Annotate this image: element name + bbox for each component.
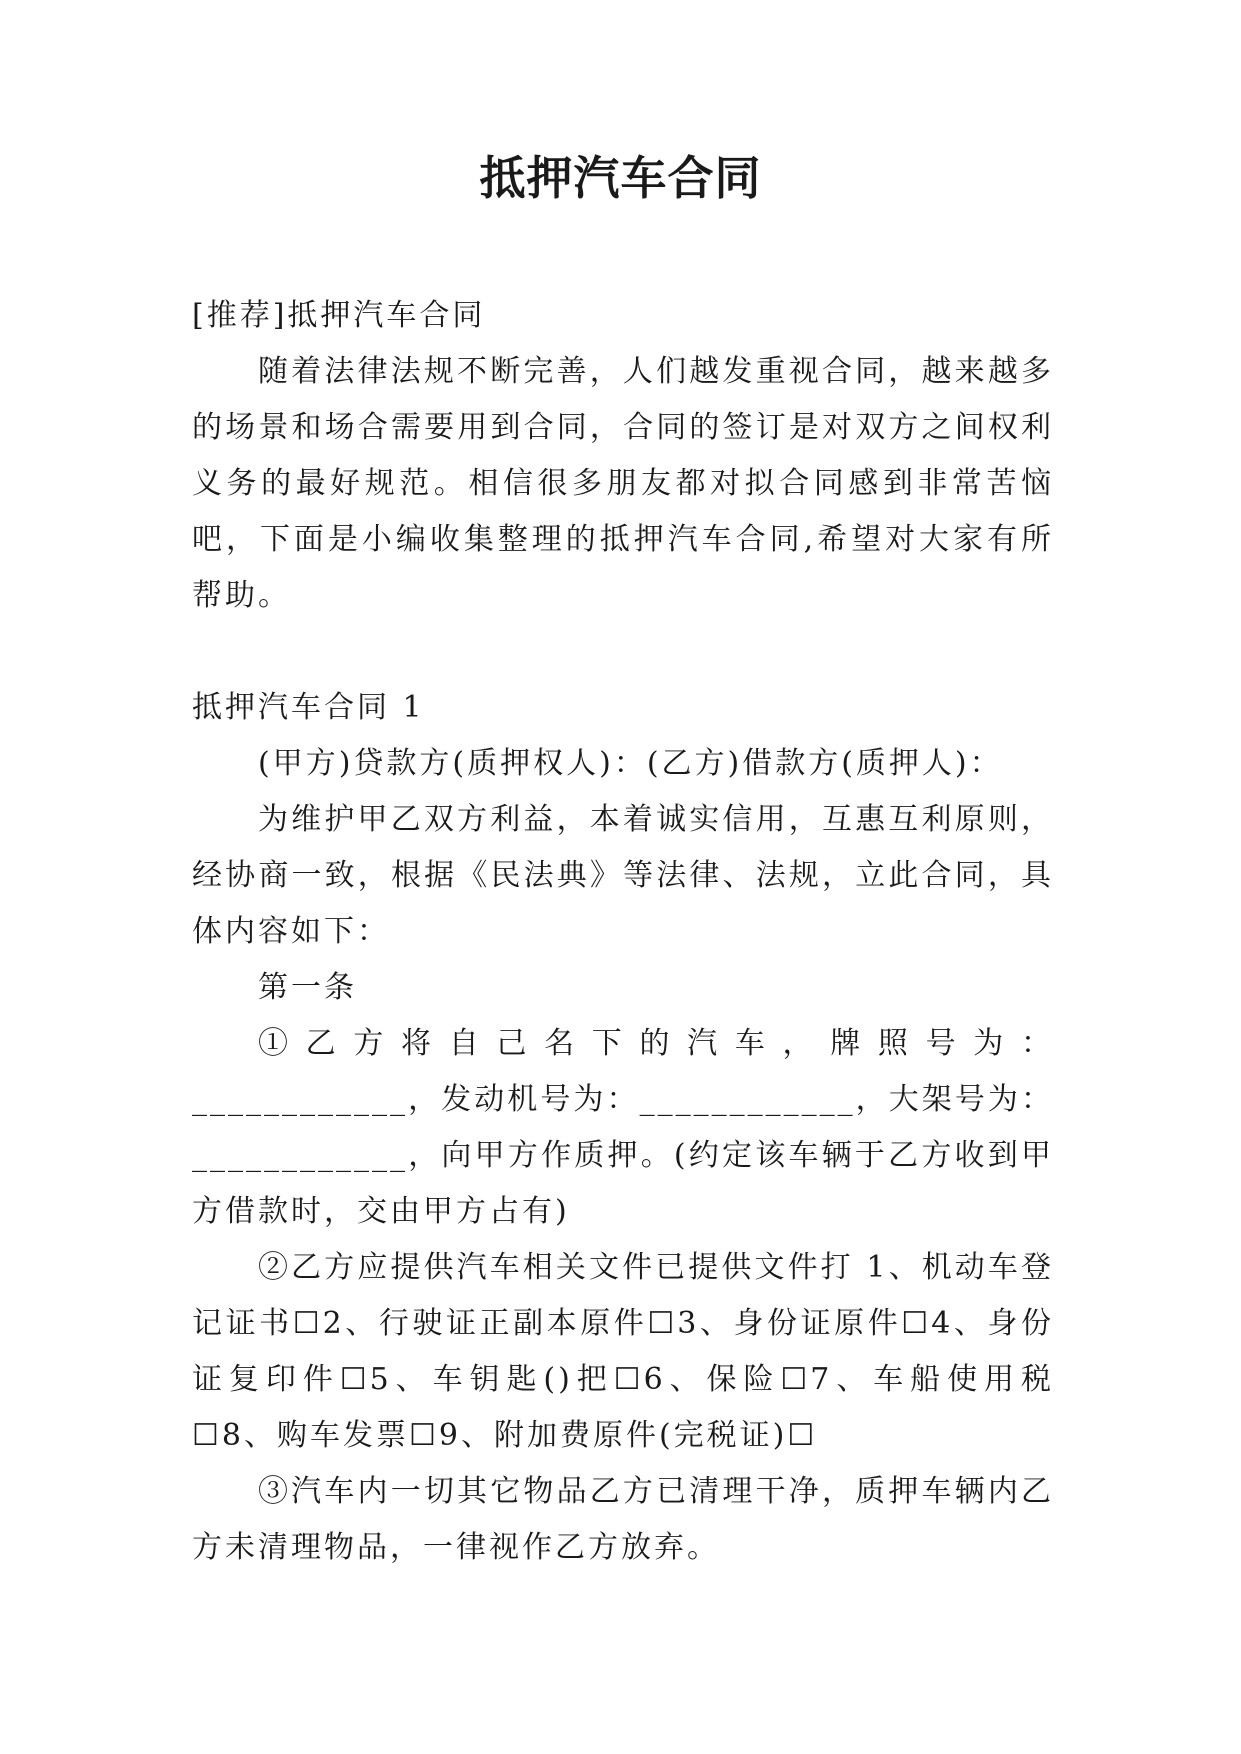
- document-title: 抵押汽车合同: [479, 151, 762, 205]
- clause-2: ②乙方应提供汽车相关文件已提供文件打 1、机动车登记证书☐2、行驶证正副本原件☐3、身份证原件☐4、身份证复印件☐5、车钥匙()把☐6、保险☐7、车船使用税☐8、购车发票☐9、附加费原件(完税证)☐: [192, 1250, 1054, 1453]
- clause-1: ①乙方将自己名下的汽车，牌照号为：____________，发动机号为：____________，大架号为：____________，向甲方作质押。(约定该车辆于乙方收到甲方借款时，交由甲方占有): [192, 1026, 1054, 1229]
- clause-3: ③汽车内一切其它物品乙方已清理干净，质押车辆内乙方未清理物品，一律视作乙方放弃。: [192, 1474, 1054, 1565]
- intro-paragraph: 随着法律法规不断完善，人们越发重视合同，越来越多的场景和场合需要用到合同，合同的签订是对双方之间权利义务的最好规范。相信很多朋友都对拟合同感到非常苦恼吧，下面是小编收集整理的抵押汽车合同,希望对大家有所帮助。: [192, 354, 1054, 613]
- parties-line: (甲方)贷款方(质押权人)：(乙方)借款方(质押人)：: [258, 746, 1003, 781]
- paragraph-spacer: [192, 624, 1054, 680]
- preamble-paragraph: 为维护甲乙双方利益，本着诚实信用，互惠互利原则，经协商一致，根据《民法典》等法律、法规，立此合同，具体内容如下：: [192, 802, 1054, 949]
- document-body: [192, 288, 1054, 1576]
- article-heading: 第一条: [258, 970, 357, 1005]
- recommend-heading: [推荐]抵押汽车合同: [192, 298, 486, 333]
- section-title: 抵押汽车合同 1: [192, 690, 425, 725]
